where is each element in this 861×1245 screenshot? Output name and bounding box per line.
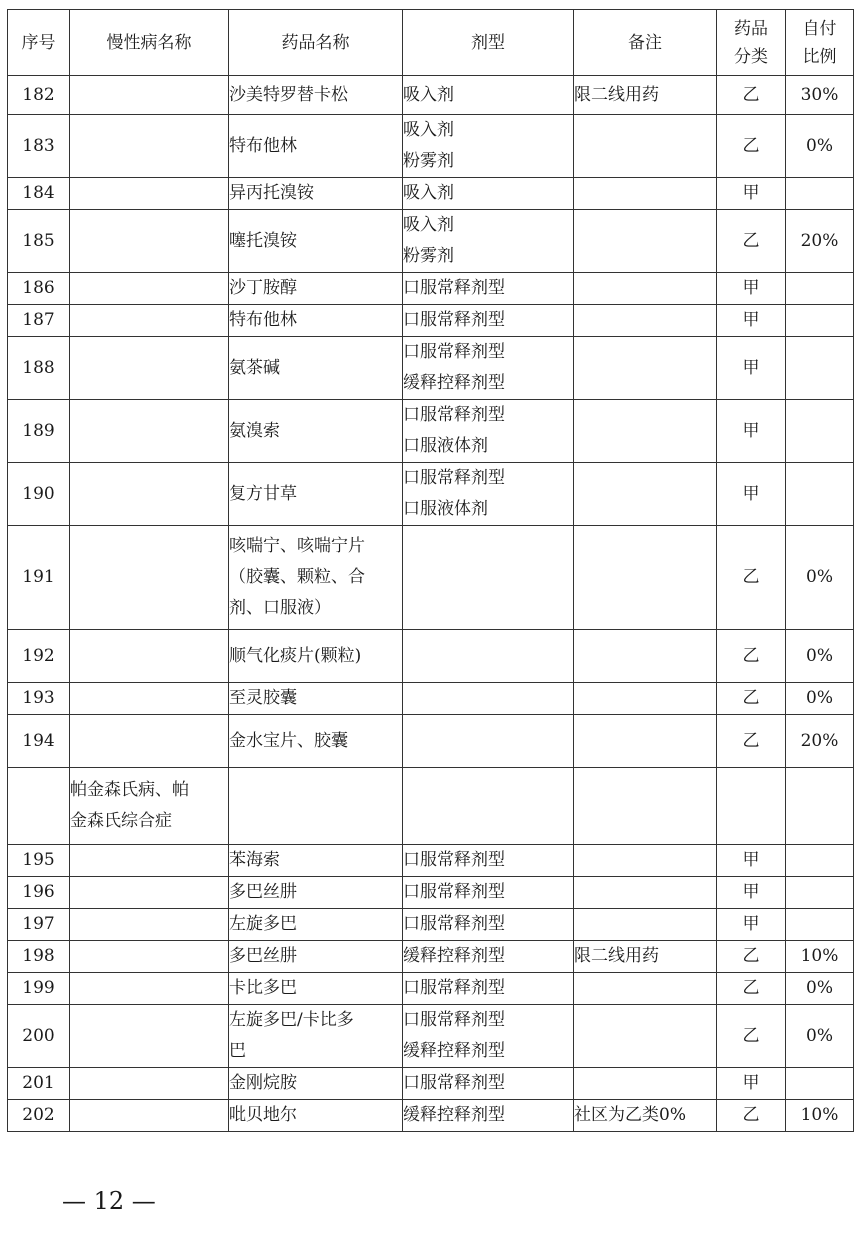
dosage-form (403, 337, 574, 400)
dosage-form (403, 845, 574, 877)
copay-ratio (786, 845, 854, 877)
drug-name-line: 卡比多巴 (229, 978, 297, 998)
dosage-form-line: 口服常释剂型 (403, 278, 505, 298)
drug-name-line: 沙丁胺醇 (229, 278, 297, 298)
row-number: 190 (8, 463, 70, 526)
header-row (8, 10, 854, 76)
table-body (8, 76, 854, 1132)
remark: 限二线用药 (574, 76, 717, 115)
drug-category: 乙 (717, 115, 786, 178)
dosage-form-line: 缓释控释剂型 (403, 946, 505, 966)
drug-category: 甲 (717, 273, 786, 305)
table-row (8, 273, 854, 305)
copay-ratio: 0% (786, 1005, 854, 1068)
remark (574, 305, 717, 337)
drug-name (229, 683, 403, 715)
row-number: 201 (8, 1068, 70, 1100)
drug-name (229, 178, 403, 210)
dosage-form (403, 1005, 574, 1068)
drug-name (229, 877, 403, 909)
copay-ratio: 10% (786, 1100, 854, 1132)
disease-name (70, 845, 229, 877)
dosage-form (403, 178, 574, 210)
copay-ratio: 0% (786, 630, 854, 683)
drug-category: 乙 (717, 526, 786, 630)
drug-category: 乙 (717, 715, 786, 768)
drug-name (229, 715, 403, 768)
dosage-form (403, 273, 574, 305)
dosage-form-line: 吸入剂 (403, 183, 454, 203)
drug-name (229, 630, 403, 683)
copay-ratio (786, 768, 854, 845)
copay-ratio (786, 305, 854, 337)
header-note: 备注 (574, 10, 717, 76)
row-number: 182 (8, 76, 70, 115)
dosage-form (403, 400, 574, 463)
drug-name-line: 苯海索 (229, 850, 280, 870)
table-row (8, 178, 854, 210)
copay-ratio (786, 463, 854, 526)
remark (574, 273, 717, 305)
dosage-form-line: 口服常释剂型 (403, 310, 505, 330)
disease-name (70, 463, 229, 526)
disease-name (70, 1100, 229, 1132)
table-row (8, 909, 854, 941)
copay-ratio (786, 909, 854, 941)
remark (574, 845, 717, 877)
drug-category: 甲 (717, 463, 786, 526)
drug-name-line: 巴 (229, 1041, 246, 1061)
row-number: 191 (8, 526, 70, 630)
drug-name-line: 氨茶碱 (229, 357, 280, 378)
table-row (8, 973, 854, 1005)
dosage-form-line: 口服常释剂型 (403, 468, 505, 488)
dosage-form-line: 粉雾剂 (403, 246, 454, 266)
row-number (8, 768, 70, 845)
row-number: 185 (8, 210, 70, 273)
drug-name (229, 400, 403, 463)
drug-name-line: 多巴丝肼 (229, 882, 297, 902)
table-row (8, 683, 854, 715)
drug-name (229, 1005, 403, 1068)
remark: 社区为乙类0% (574, 1100, 717, 1132)
disease-name (70, 909, 229, 941)
row-number: 202 (8, 1100, 70, 1132)
remark (574, 1005, 717, 1068)
drug-category: 甲 (717, 178, 786, 210)
remark (574, 337, 717, 400)
drug-category: 乙 (717, 76, 786, 115)
drug-name (229, 210, 403, 273)
drug-name (229, 305, 403, 337)
disease-name (70, 76, 229, 115)
drug-name (229, 1100, 403, 1132)
drug-name (229, 909, 403, 941)
page-number: — 12 — (62, 1187, 156, 1215)
disease-name (70, 941, 229, 973)
remark (574, 210, 717, 273)
remark (574, 1068, 717, 1100)
copay-ratio: 30% (786, 76, 854, 115)
drug-category: 乙 (717, 973, 786, 1005)
drug-name-line: 特布他林 (229, 135, 297, 156)
row-number: 199 (8, 973, 70, 1005)
disease-name (70, 973, 229, 1005)
header-category-line: 药品 (734, 18, 768, 39)
drug-name (229, 115, 403, 178)
dosage-form-line: 口服液体剂 (403, 436, 488, 456)
row-number: 200 (8, 1005, 70, 1068)
drug-name (229, 845, 403, 877)
drug-category: 乙 (717, 683, 786, 715)
disease-name (70, 1068, 229, 1100)
drug-name (229, 273, 403, 305)
drug-name-line: 左旋多巴/卡比多 (229, 1010, 354, 1030)
disease-name (70, 1005, 229, 1068)
copay-ratio (786, 877, 854, 909)
row-number: 197 (8, 909, 70, 941)
header-copay-line: 自付 (802, 18, 837, 39)
table-row (8, 768, 854, 845)
header-disease: 慢性病名称 (70, 10, 229, 76)
remark (574, 178, 717, 210)
drug-category: 乙 (717, 1005, 786, 1068)
copay-ratio (786, 273, 854, 305)
table-row (8, 630, 854, 683)
disease-name (70, 526, 229, 630)
dosage-form (403, 909, 574, 941)
dosage-form (403, 1100, 574, 1132)
row-number: 188 (8, 337, 70, 400)
disease-name (70, 337, 229, 400)
row-number: 194 (8, 715, 70, 768)
copay-ratio (786, 400, 854, 463)
dosage-form-line: 缓释控释剂型 (403, 1041, 505, 1061)
drug-name (229, 1068, 403, 1100)
dosage-form (403, 1068, 574, 1100)
disease-name-line: 金森氏综合症 (70, 811, 172, 831)
copay-ratio: 0% (786, 526, 854, 630)
remark (574, 715, 717, 768)
copay-ratio: 0% (786, 115, 854, 178)
disease-name (70, 877, 229, 909)
dosage-form-line: 吸入剂 (403, 120, 454, 140)
drug-name-line: 顺气化痰片(颗粒) (229, 645, 362, 666)
table-row (8, 1005, 854, 1068)
disease-name (70, 630, 229, 683)
row-number: 192 (8, 630, 70, 683)
drug-name (229, 768, 403, 845)
table-row (8, 941, 854, 973)
dosage-form-line: 吸入剂 (403, 215, 454, 235)
dosage-form-line: 粉雾剂 (403, 151, 454, 171)
header-drug: 药品名称 (229, 10, 403, 76)
drug-name-line: 沙美特罗替卡松 (229, 84, 348, 105)
dosage-form-line: 口服常释剂型 (403, 1010, 505, 1030)
copay-ratio: 0% (786, 973, 854, 1005)
header-category-line: 分类 (734, 46, 768, 67)
drug-name (229, 463, 403, 526)
disease-name (70, 178, 229, 210)
row-number: 184 (8, 178, 70, 210)
table-row (8, 115, 854, 178)
header-copay-line: 比例 (802, 46, 837, 67)
dosage-form-line: 口服常释剂型 (403, 1073, 505, 1093)
copay-ratio: 20% (786, 210, 854, 273)
table-row (8, 210, 854, 273)
drug-category: 甲 (717, 877, 786, 909)
header-category (717, 10, 786, 76)
table-row (8, 400, 854, 463)
drug-name (229, 941, 403, 973)
dosage-form-line: 口服常释剂型 (403, 342, 505, 362)
table-row (8, 526, 854, 630)
drug-name-line: 至灵胶囊 (229, 688, 297, 708)
dosage-form-line: 口服液体剂 (403, 499, 488, 519)
drug-category: 甲 (717, 909, 786, 941)
dosage-form-line: 吸入剂 (403, 84, 454, 105)
header-form: 剂型 (403, 10, 574, 76)
copay-ratio (786, 178, 854, 210)
copay-ratio (786, 337, 854, 400)
dosage-form (403, 526, 574, 630)
header-no: 序号 (8, 10, 70, 76)
table-row (8, 337, 854, 400)
dosage-form (403, 630, 574, 683)
row-number: 196 (8, 877, 70, 909)
drug-name-line: 左旋多巴 (229, 914, 297, 934)
drug-category: 甲 (717, 845, 786, 877)
disease-name (70, 768, 229, 845)
table-row (8, 845, 854, 877)
disease-name (70, 115, 229, 178)
dosage-form (403, 463, 574, 526)
drug-name-line: 剂、口服液） (229, 598, 331, 618)
dosage-form (403, 115, 574, 178)
row-number: 198 (8, 941, 70, 973)
copay-ratio: 10% (786, 941, 854, 973)
dosage-form (403, 683, 574, 715)
drug-name-line: 咳喘宁、咳喘宁片 (229, 536, 365, 556)
dosage-form-line: 口服常释剂型 (403, 850, 505, 870)
drug-name (229, 526, 403, 630)
remark (574, 683, 717, 715)
disease-name (70, 210, 229, 273)
drug-name-line: 复方甘草 (229, 483, 297, 504)
drug-name-line: 特布他林 (229, 310, 297, 330)
table-row (8, 76, 854, 115)
drug-category: 乙 (717, 941, 786, 973)
drug-name (229, 76, 403, 115)
dosage-form (403, 305, 574, 337)
remark (574, 909, 717, 941)
drug-table (7, 9, 854, 1132)
drug-name-line: 氨溴索 (229, 420, 280, 441)
dosage-form (403, 877, 574, 909)
dosage-form-line: 口服常释剂型 (403, 914, 505, 934)
disease-name (70, 273, 229, 305)
remark (574, 768, 717, 845)
remark (574, 877, 717, 909)
drug-category (717, 768, 786, 845)
drug-category: 甲 (717, 1068, 786, 1100)
drug-name-line: 金水宝片、胶囊 (229, 730, 348, 751)
row-number: 183 (8, 115, 70, 178)
drug-name-line: 吡贝地尔 (229, 1105, 297, 1125)
table-row (8, 877, 854, 909)
remark (574, 115, 717, 178)
dosage-form-line: 口服常释剂型 (403, 405, 505, 425)
dosage-form (403, 941, 574, 973)
disease-name (70, 683, 229, 715)
drug-category: 乙 (717, 630, 786, 683)
drug-name (229, 337, 403, 400)
dosage-form-line: 口服常释剂型 (403, 882, 505, 902)
drug-name-line: 金刚烷胺 (229, 1073, 297, 1093)
disease-name-line: 帕金森氏病、帕 (70, 780, 189, 800)
drug-category: 甲 (717, 400, 786, 463)
remark (574, 526, 717, 630)
row-number: 193 (8, 683, 70, 715)
dosage-form (403, 715, 574, 768)
remark: 限二线用药 (574, 941, 717, 973)
table-row (8, 463, 854, 526)
row-number: 189 (8, 400, 70, 463)
copay-ratio (786, 1068, 854, 1100)
drug-category: 甲 (717, 337, 786, 400)
dosage-form-line: 口服常释剂型 (403, 978, 505, 998)
dosage-form (403, 76, 574, 115)
row-number: 186 (8, 273, 70, 305)
copay-ratio: 20% (786, 715, 854, 768)
dosage-form-line: 缓释控释剂型 (403, 373, 505, 393)
row-number: 187 (8, 305, 70, 337)
drug-name-line: 多巴丝肼 (229, 946, 297, 966)
dosage-form (403, 768, 574, 845)
dosage-form-line: 缓释控释剂型 (403, 1105, 505, 1125)
remark (574, 400, 717, 463)
drug-category: 甲 (717, 305, 786, 337)
table-row (8, 1068, 854, 1100)
drug-name-line: 噻托溴铵 (229, 230, 297, 251)
table-row (8, 305, 854, 337)
copay-ratio: 0% (786, 683, 854, 715)
table-row (8, 1100, 854, 1132)
drug-name-line: （胶囊、颗粒、合 (229, 567, 365, 587)
drug-category: 乙 (717, 1100, 786, 1132)
dosage-form (403, 210, 574, 273)
remark (574, 630, 717, 683)
disease-name (70, 400, 229, 463)
remark (574, 973, 717, 1005)
table-row (8, 715, 854, 768)
disease-name (70, 715, 229, 768)
disease-name (70, 305, 229, 337)
header-copay (786, 10, 854, 76)
remark (574, 463, 717, 526)
drug-name (229, 973, 403, 1005)
drug-category: 乙 (717, 210, 786, 273)
drug-name-line: 异丙托溴铵 (229, 183, 314, 203)
row-number: 195 (8, 845, 70, 877)
dosage-form (403, 973, 574, 1005)
